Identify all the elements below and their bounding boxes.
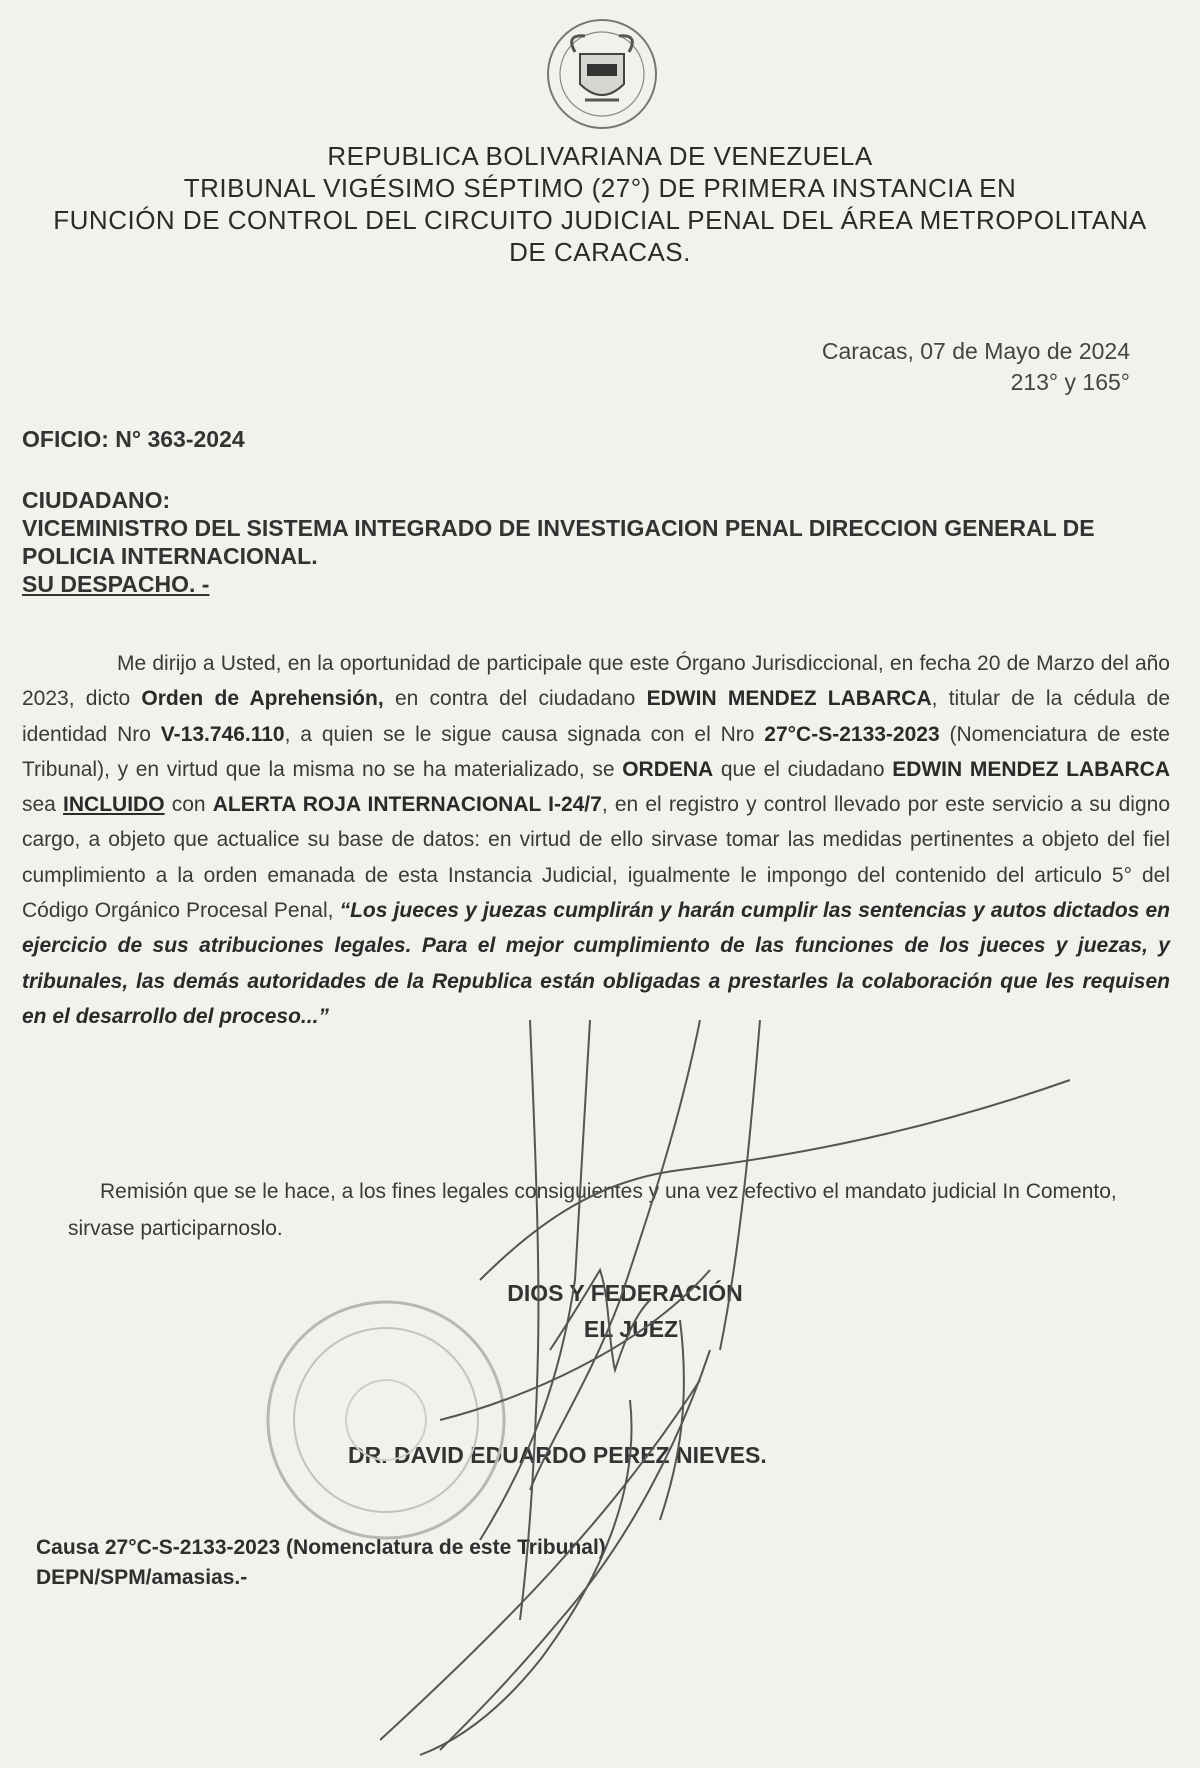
body-text: sea bbox=[22, 793, 64, 817]
header-tribunal: TRIBUNAL VIGÉSIMO SÉPTIMO (27°) DE PRIMERA INSTANCIA EN bbox=[183, 173, 1017, 203]
body-text: , titular de la cédula de identidad Nro bbox=[22, 687, 1170, 746]
closing-motto: DIOS Y FEDERACIÓN bbox=[507, 1280, 743, 1306]
body-text: en contra del ciudadano bbox=[383, 687, 647, 711]
body-bold-name: EDWIN MENDEZ LABARCA bbox=[892, 757, 1171, 781]
body-paragraph bbox=[22, 646, 1170, 1034]
body-text: (Nomenciatura de este Tribunal), y en virtud que la misma no se ha materializado, se bbox=[22, 722, 1170, 781]
years: 213° y 165° bbox=[1010, 369, 1130, 395]
body-text: , a quien se le sigue causa signada con el Nro bbox=[284, 722, 765, 746]
header-country: REPUBLICA BOLIVARIANA DE VENEZUELA bbox=[327, 141, 873, 171]
body-bold-id: V-13.746.110 bbox=[160, 722, 285, 746]
body-bold-order: Orden de Aprehensión, bbox=[141, 687, 384, 711]
coat-of-arms-seal bbox=[535, 14, 670, 134]
court-header bbox=[0, 140, 1200, 268]
addressee-recipient: VICEMINISTRO DEL SISTEMA INTEGRADO DE INVESTIGACION PENAL DIRECCION GENERAL DE POLICIA INTERNACIONAL. bbox=[22, 515, 1095, 569]
footer-causa: Causa 27°C-S-2133-2023 (Nomenclatura de este Tribunal) bbox=[36, 1536, 606, 1559]
oficio-number: OFICIO: N° 363-2024 bbox=[22, 426, 245, 452]
header-function: FUNCIÓN DE CONTROL DEL CIRCUITO JUDICIAL PENAL DEL ÁREA METROPOLITANA bbox=[53, 205, 1147, 235]
closing-role: EL JUEZ bbox=[583, 1316, 679, 1342]
body-bold-ordena: ORDENA bbox=[622, 757, 714, 781]
remision-text: Remisión que se le hace, a los fines legales consiguientes y una vez efectivo el mandato judicial In Comento, sirvase participarnoslo. bbox=[68, 1180, 1117, 1240]
closing-block bbox=[0, 1275, 1200, 1347]
footer-ref: DEPN/SPM/amasias.- bbox=[36, 1566, 248, 1589]
remision-paragraph bbox=[68, 1173, 1168, 1247]
body-bold-incluido: INCLUIDO bbox=[63, 793, 165, 817]
body-text: , en el registro y control llevado por este servicio a su digno cargo, a objeto que actualice su base de datos: en virtud de ello sirvase tomar las medidas pertinentes a objeto del fiel cumplimiento a la orden emanada de esta Instancia Judicial, igualmente le impongo del contenido del articulo 5° del Código Orgánico Procesal Penal, bbox=[22, 793, 1171, 923]
body-bold-name: EDWIN MENDEZ LABARCA bbox=[646, 687, 932, 711]
body-text: que el ciudadano bbox=[713, 757, 893, 781]
addressee-label: CIUDADANO: bbox=[22, 487, 171, 513]
court-stamp bbox=[256, 1290, 516, 1550]
judge-name: DR. DAVID EDUARDO PEREZ NIEVES. bbox=[348, 1442, 767, 1468]
body-text: Me dirijo a Usted, en la oportunidad de participale que este Órgano Jurisdiccional, en fecha 20 de Marzo del año 2023, dicto bbox=[22, 652, 1170, 711]
body-bold-alert: ALERTA ROJA INTERNACIONAL I-24/7 bbox=[212, 793, 602, 817]
place-date: Caracas, 07 de Mayo de 2024 bbox=[821, 338, 1130, 364]
document-date bbox=[822, 336, 1130, 398]
body-bold-case: 27°C-S-2133-2023 bbox=[764, 722, 940, 746]
body-text: con bbox=[164, 793, 213, 817]
addressee-despacho: SU DESPACHO. - bbox=[22, 571, 210, 597]
body-quote: “Los jueces y juezas cumplirán y harán cumplir las sentencias y autos dictados en ejercicio de sus atribuciones legales. Para el mejor cumplimiento de las funciones de los jueces y juezas, y tribunales, las demás autoridades de la Republica están obligadas a prestarles la colaboración que les requisen en el desarrollo del proceso...” bbox=[22, 899, 1170, 1028]
addressee-block bbox=[22, 486, 1162, 598]
header-city: DE CARACAS. bbox=[509, 237, 691, 267]
